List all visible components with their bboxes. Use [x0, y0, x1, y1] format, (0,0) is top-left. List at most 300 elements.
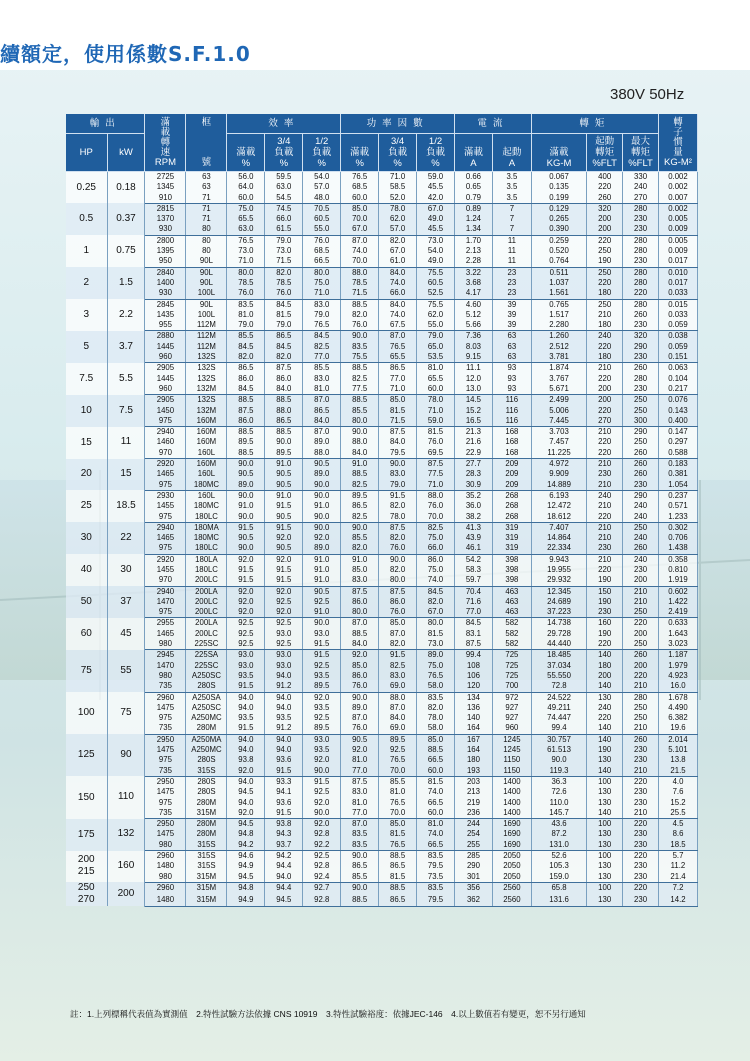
table-cell: 87.5 [227, 406, 265, 416]
table-cell: 398 [492, 575, 531, 586]
table-cell: 82.0 [379, 565, 417, 575]
table-cell: 81.0 [417, 819, 455, 830]
table-cell: 130 [587, 798, 623, 808]
table-cell: 79.0 [227, 320, 265, 331]
table-cell: 71.0 [417, 406, 455, 416]
table-cell: 280M [186, 819, 227, 830]
table-cell: 69.5 [417, 448, 455, 459]
table-cell: 225SA [186, 650, 227, 661]
table-cell: 230 [623, 214, 659, 224]
table-cell: 83.5 [341, 342, 379, 352]
table-cell: 5.66 [454, 320, 492, 331]
table-cell: 90.0 [265, 437, 303, 447]
table-cell: 85.0 [379, 618, 417, 629]
table-cell: 83.5 [417, 882, 455, 894]
table-cell: 78.0 [417, 713, 455, 723]
table-cell: 315M [186, 808, 227, 819]
table-cell: 132S [186, 374, 227, 384]
table-cell: 70.4 [454, 586, 492, 597]
table-row [66, 490, 698, 501]
table-cell: 91.0 [303, 501, 341, 511]
table-cell: 180 [587, 352, 623, 363]
table-cell: 90.0 [227, 459, 265, 470]
table-cell: 87.0 [303, 427, 341, 438]
table-cell: 260 [587, 193, 623, 204]
table-cell: 280S [186, 681, 227, 692]
table-cell: 65.0 [417, 342, 455, 352]
header-torque: 轉矩 [531, 114, 658, 134]
table-cell: 975 [145, 755, 186, 765]
table-cell: 59.0 [417, 172, 455, 183]
table-cell: 81.5 [379, 872, 417, 883]
table-row [66, 787, 698, 797]
table-cell: 22.334 [531, 543, 586, 554]
table-cell: 5.671 [531, 384, 586, 395]
table-cell: 66.0 [417, 543, 455, 554]
table-cell: 88.0 [303, 448, 341, 459]
table-cell: 210 [587, 480, 623, 491]
table-cell: 83.5 [417, 692, 455, 703]
table-cell: 93.5 [303, 745, 341, 755]
table-cell: 82.0 [341, 310, 379, 320]
table-cell: 94.0 [265, 872, 303, 883]
table-cell: 90L [186, 278, 227, 288]
table-cell: 230 [623, 745, 659, 755]
table-cell: 200 [587, 214, 623, 224]
table-cell: 168 [492, 437, 531, 447]
table-cell: 60.0 [341, 193, 379, 204]
table-cell: 180LC [186, 565, 227, 575]
table-cell: 82.0 [341, 543, 379, 554]
table-row [66, 501, 698, 511]
table-cell: 71.0 [379, 384, 417, 395]
table-cell: 193 [454, 766, 492, 777]
table-cell: 69.0 [379, 681, 417, 692]
table-cell: 91.0 [303, 575, 341, 586]
table-cell: 200 [587, 384, 623, 395]
table-cell: 75.5 [417, 267, 455, 278]
table-cell: 94.0 [227, 776, 265, 787]
table-cell: 90.0 [531, 755, 586, 765]
table-cell: 8.03 [454, 342, 492, 352]
table-cell: 280 [623, 299, 659, 310]
table-cell: 2930 [145, 490, 186, 501]
table-cell: 200 [623, 575, 659, 586]
table-cell: 12.0 [454, 374, 492, 384]
table-cell: 49.0 [417, 214, 455, 224]
table-cell: 92.0 [227, 808, 265, 819]
table-cell: 93.5 [265, 713, 303, 723]
table-cell: 300 [623, 416, 659, 427]
kw-cell: 5.5 [107, 363, 145, 395]
hp-cell: 0.25 [66, 172, 107, 204]
table-cell: 76.5 [227, 235, 265, 246]
table-cell: 1465 [145, 469, 186, 479]
table-cell: 71.5 [341, 288, 379, 299]
table-cell: 930 [145, 224, 186, 235]
table-cell: 22.9 [454, 448, 492, 459]
table-cell: 88.5 [379, 882, 417, 894]
table-cell: 2960 [145, 851, 186, 862]
table-cell: 1460 [145, 437, 186, 447]
table-row [66, 406, 698, 416]
table-cell: 35.2 [454, 490, 492, 501]
table-row [66, 851, 698, 862]
table-cell: 2960 [145, 882, 186, 894]
table-cell: 84.0 [379, 299, 417, 310]
table-cell: 1.260 [531, 331, 586, 342]
table-cell: A250SC [186, 703, 227, 713]
table-cell: 93.0 [265, 661, 303, 671]
table-cell: 230 [623, 872, 659, 883]
table-cell: 77.0 [303, 352, 341, 363]
table-cell: 3.023 [658, 639, 697, 650]
table-cell: 130 [587, 829, 623, 839]
table-row [66, 235, 698, 246]
table-cell: 63 [492, 352, 531, 363]
table-cell: 73.0 [417, 639, 455, 650]
table-cell: 87.0 [341, 713, 379, 723]
table-cell: 140 [587, 808, 623, 819]
table-cell: 94.0 [265, 745, 303, 755]
table-cell: 100 [587, 851, 623, 862]
hp-cell: 2 [66, 267, 107, 299]
table-cell: 120 [454, 681, 492, 692]
table-cell: 67.5 [379, 320, 417, 331]
table-row [66, 416, 698, 427]
hp-cell: 75 [66, 650, 107, 692]
table-cell: 76.5 [379, 840, 417, 851]
table-cell: 83.5 [341, 840, 379, 851]
table-cell: 2905 [145, 395, 186, 406]
table-cell: 91.5 [303, 639, 341, 650]
table-cell: 57.0 [379, 224, 417, 235]
table-cell: 90.0 [227, 543, 265, 554]
table-cell: 84.5 [265, 342, 303, 352]
table-cell: 210 [587, 533, 623, 543]
table-cell: 45.5 [417, 182, 455, 192]
header-pf-34: 3/4 負載 % [379, 134, 417, 172]
table-cell: 582 [492, 629, 531, 639]
table-cell: 975 [145, 543, 186, 554]
table-cell: 89.0 [303, 543, 341, 554]
table-cell: 219 [454, 798, 492, 808]
table-row [66, 681, 698, 692]
table-cell: 131.6 [531, 894, 586, 906]
table-cell: 2920 [145, 554, 186, 565]
table-cell: 89.0 [303, 469, 341, 479]
table-cell: 220 [587, 278, 623, 288]
table-cell: 2955 [145, 618, 186, 629]
table-cell: 0.571 [658, 501, 697, 511]
kw-cell: 0.75 [107, 235, 145, 267]
table-cell: 93.5 [303, 671, 341, 681]
table-cell: 140 [587, 681, 623, 692]
hp-cell: 250 270 [66, 882, 107, 906]
table-cell: 90.5 [265, 469, 303, 479]
table-cell: 0.009 [658, 224, 697, 235]
table-cell: 90.0 [227, 512, 265, 523]
table-row [66, 703, 698, 713]
table-cell: 89.5 [303, 723, 341, 734]
table-cell: 60.0 [417, 766, 455, 777]
table-cell: 61.5 [265, 224, 303, 235]
table-cell: 260 [623, 469, 659, 479]
table-cell: 63.0 [265, 182, 303, 192]
table-cell: 53.5 [417, 352, 455, 363]
table-cell: 92.8 [303, 894, 341, 906]
table-cell: 280S [186, 755, 227, 765]
table-cell: 93.0 [265, 650, 303, 661]
table-cell: 92.0 [227, 607, 265, 618]
table-cell: 88.5 [379, 851, 417, 862]
kw-cell: 1.5 [107, 267, 145, 299]
kw-cell: 75 [107, 692, 145, 734]
table-cell: 75.0 [303, 278, 341, 288]
table-cell: 84.0 [379, 267, 417, 278]
table-cell: 91.5 [265, 522, 303, 533]
hp-cell: 175 [66, 819, 107, 851]
table-cell: 5.12 [454, 310, 492, 320]
table-cell: 132S [186, 352, 227, 363]
table-cell: 9.15 [454, 352, 492, 363]
table-cell: 164 [454, 723, 492, 734]
table-cell: 280 [623, 278, 659, 288]
table-cell: 1.438 [658, 543, 697, 554]
table-cell: 1.037 [531, 278, 586, 288]
table-cell: 250 [623, 639, 659, 650]
table-cell: 0.002 [658, 172, 697, 183]
table-row [66, 861, 698, 871]
header-torque-full: 滿載 KG-M [531, 134, 586, 172]
table-cell: 230 [587, 543, 623, 554]
table-cell: 25.5 [658, 808, 697, 819]
table-cell: 71.6 [454, 597, 492, 607]
table-cell: 81.0 [417, 363, 455, 374]
table-cell: 60.0 [417, 384, 455, 395]
table-cell: 83.1 [454, 629, 492, 639]
table-cell: 93.0 [227, 650, 265, 661]
table-cell: 42.0 [417, 193, 455, 204]
table-cell: 270 [587, 416, 623, 427]
table-cell: 68.5 [341, 182, 379, 192]
table-cell: 74.0 [417, 829, 455, 839]
table-cell: 2050 [492, 872, 531, 883]
table-cell: 88.5 [265, 427, 303, 438]
table-cell: 230 [587, 607, 623, 618]
table-cell: 76.5 [303, 320, 341, 331]
table-row [66, 256, 698, 267]
table-cell: 130 [587, 894, 623, 906]
table-cell: 16.0 [658, 681, 697, 692]
table-cell: 86.5 [227, 363, 265, 374]
table-cell: 210 [587, 554, 623, 565]
table-cell: 59.0 [417, 416, 455, 427]
table-cell: 315S [186, 766, 227, 777]
hp-cell: 60 [66, 618, 107, 650]
table-cell: 180MA [186, 522, 227, 533]
table-cell: 58.0 [417, 681, 455, 692]
table-cell: 240 [623, 512, 659, 523]
table-cell: 81.5 [417, 776, 455, 787]
table-cell: 320 [623, 331, 659, 342]
table-row [66, 734, 698, 745]
table-cell: 980 [145, 872, 186, 883]
table-row [66, 894, 698, 906]
table-cell: 62.0 [417, 310, 455, 320]
hp-cell: 10 [66, 395, 107, 427]
table-cell: 82.0 [227, 352, 265, 363]
table-cell: 76.0 [265, 288, 303, 299]
table-cell: 0.015 [658, 299, 697, 310]
table-cell: 80 [186, 224, 227, 235]
table-row [66, 267, 698, 278]
table-cell: 0.602 [658, 586, 697, 597]
table-cell: 92.0 [265, 554, 303, 565]
table-cell: 91.5 [265, 575, 303, 586]
table-cell: 1475 [145, 745, 186, 755]
table-cell: 19.955 [531, 565, 586, 575]
table-cell: 735 [145, 681, 186, 692]
table-cell: 81.0 [341, 755, 379, 765]
table-cell: 78.5 [227, 278, 265, 288]
table-cell: 85.0 [417, 734, 455, 745]
table-cell: 315S [186, 840, 227, 851]
table-cell: 94.0 [265, 671, 303, 681]
table-cell: 1465 [145, 629, 186, 639]
hp-cell: 200 215 [66, 851, 107, 883]
table-cell: 39 [492, 299, 531, 310]
table-cell: 4.17 [454, 288, 492, 299]
table-cell: 132M [186, 406, 227, 416]
table-cell: 280 [623, 692, 659, 703]
table-cell: 230 [623, 352, 659, 363]
table-cell: 75.0 [417, 565, 455, 575]
table-cell: 5.101 [658, 745, 697, 755]
table-cell: 180MC [186, 501, 227, 511]
table-cell: 81.0 [379, 787, 417, 797]
table-cell: 93 [492, 374, 531, 384]
table-cell: 93 [492, 363, 531, 374]
table-cell: 220 [587, 639, 623, 650]
table-cell: 70.0 [379, 766, 417, 777]
table-cell: 14.2 [658, 894, 697, 906]
table-cell: 210 [587, 310, 623, 320]
table-cell: 220 [623, 819, 659, 830]
table-cell: 91.2 [265, 681, 303, 692]
table-cell: 13.8 [658, 755, 697, 765]
table-row [66, 172, 698, 183]
table-cell: 2815 [145, 203, 186, 214]
table-cell: 7.457 [531, 437, 586, 447]
table-cell: 1.187 [658, 650, 697, 661]
table-cell: 230 [623, 787, 659, 797]
table-cell: 160L [186, 448, 227, 459]
table-cell: 94.3 [265, 829, 303, 839]
table-cell: 0.89 [454, 203, 492, 214]
table-cell: 85.0 [379, 819, 417, 830]
table-cell: 145.7 [531, 808, 586, 819]
table-cell: 85.5 [341, 406, 379, 416]
table-cell: 82.0 [265, 352, 303, 363]
table-cell: 90L [186, 267, 227, 278]
table-cell: 90.0 [303, 618, 341, 629]
table-cell: 319 [492, 543, 531, 554]
table-cell: 582 [492, 618, 531, 629]
table-cell: 93.5 [227, 671, 265, 681]
table-cell: 68.5 [303, 246, 341, 256]
table-cell: 1470 [145, 661, 186, 671]
table-cell: 72.8 [531, 681, 586, 692]
table-cell: 14.5 [454, 395, 492, 406]
table-cell: 90.0 [303, 490, 341, 501]
table-cell: 0.007 [658, 193, 697, 204]
table-cell: 230 [623, 256, 659, 267]
table-cell: 77.0 [454, 607, 492, 618]
table-cell: 0.147 [658, 427, 697, 438]
table-cell: 82.5 [341, 512, 379, 523]
table-cell: 90.5 [265, 480, 303, 491]
header-hp: HP [66, 134, 107, 172]
table-cell: 463 [492, 597, 531, 607]
table-cell: 94.9 [227, 894, 265, 906]
table-cell: 54.0 [303, 172, 341, 183]
table-cell: 356 [454, 882, 492, 894]
header-pf-full: 滿載 % [341, 134, 379, 172]
table-cell: 1470 [145, 597, 186, 607]
table-cell: 80 [186, 235, 227, 246]
table-cell: 75.5 [341, 352, 379, 363]
header-torque-start: 起動 轉矩 %FLT [587, 134, 623, 172]
table-cell: 82.5 [341, 480, 379, 491]
table-cell: 81.5 [379, 406, 417, 416]
table-cell: 90.0 [379, 459, 417, 470]
table-cell: 2840 [145, 267, 186, 278]
table-cell: 76.0 [303, 235, 341, 246]
table-cell: 8.6 [658, 829, 697, 839]
table-cell: 5.006 [531, 406, 586, 416]
table-cell: 92.0 [303, 755, 341, 765]
table-cell: 60.0 [227, 193, 265, 204]
table-cell: 250 [587, 299, 623, 310]
table-cell: A250MC [186, 713, 227, 723]
table-cell: 140 [587, 734, 623, 745]
table-cell: 2.28 [454, 256, 492, 267]
table-cell: 88.5 [227, 395, 265, 406]
table-cell: 400 [587, 172, 623, 183]
table-cell: 4.5 [658, 819, 697, 830]
table-cell: 58.5 [379, 182, 417, 192]
table-cell: 92.5 [265, 639, 303, 650]
table-cell: 73.0 [417, 235, 455, 246]
table-cell: 91.0 [341, 554, 379, 565]
table-cell: 92.0 [341, 650, 379, 661]
table-cell: 70.0 [341, 214, 379, 224]
table-cell: 84.5 [227, 342, 265, 352]
table-cell: 225SC [186, 639, 227, 650]
table-cell: 140 [454, 713, 492, 723]
table-cell: 4.60 [454, 299, 492, 310]
header-current: 電流 [454, 114, 531, 134]
table-cell: 90L [186, 299, 227, 310]
table-cell: 0.129 [531, 203, 586, 214]
table-cell: 90.0 [341, 692, 379, 703]
table-cell: 76.0 [227, 288, 265, 299]
table-cell: 57.0 [303, 182, 341, 192]
table-cell: 86.5 [379, 363, 417, 374]
table-row [66, 533, 698, 543]
table-cell: 76.0 [379, 543, 417, 554]
